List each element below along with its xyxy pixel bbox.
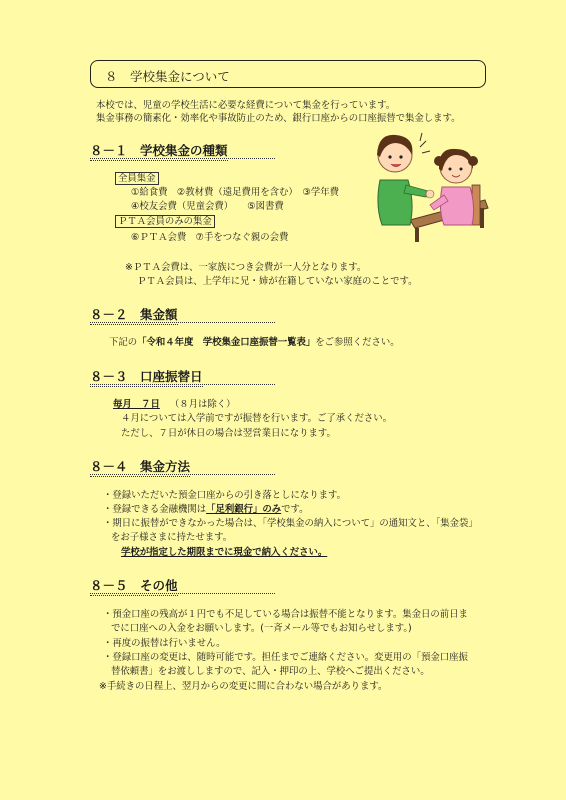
heading-8-2: ８－２ 集金額 <box>90 305 178 325</box>
pta-collection-line: ⑥ＰＴＡ会費 ⑦手をつなぐ親の会費 <box>131 232 289 243</box>
method-bullet-3-cont: をお子様さまに持たせます。 <box>111 532 233 543</box>
amount-table-reference: 「令和４年度 学校集金口座振替一覧表」 <box>137 337 316 348</box>
section-title-box <box>90 60 486 88</box>
pta-note-2: ＰＴＡ会員は、上学年に兄・姉が在籍していない家庭のことです。 <box>137 276 418 287</box>
amount-reference: 下記の「令和４年度 学校集金口座振替一覧表」をご参照ください。 <box>109 337 400 348</box>
children-talking-illustration <box>360 125 490 245</box>
heading-8-1: ８－１ 学校集金の種類 <box>90 141 228 161</box>
heading-8-4: ８－４ 集金方法 <box>90 457 190 477</box>
heading-8-5-rule <box>90 593 275 594</box>
heading-8-2-rule <box>90 322 275 323</box>
heading-8-5: ８－５ その他 <box>90 576 178 596</box>
all-collection-line-2: ④校友会費（児童会費） ⑤図書費 <box>131 201 284 212</box>
other-bullet-1-cont: でに口座への入金をお願いします。(一斉メール等でもお知らせします。) <box>111 623 412 634</box>
pta-note-1: ※ＰＴＡ会費は、一家族につき会費が一人分となります。 <box>125 262 367 273</box>
other-note: ※手続きの日程上、翌月からの変更に間に合わない場合があります。 <box>99 681 388 692</box>
intro-line-1: 本校では、児童の学校生活に必要な経費について集金を行っています。 <box>96 100 396 111</box>
other-bullet-1: ・預金口座の残高が１円でも不足している場合は振替不能となります。集金日の前日ま <box>103 609 468 620</box>
cash-payment-notice: 学校が指定した期限までに現金で納入ください。 <box>121 547 328 558</box>
transfer-note-1: ４月については入学前ですが振替を行います。ご了承ください。 <box>121 413 392 424</box>
method-bullet-2: ・登録できる金融機関は「足利銀行」のみです。 <box>103 504 309 515</box>
other-bullet-3: ・登録口座の変更は、随時可能です。担任までご連絡ください。変更用の「預金口座振 <box>103 652 468 663</box>
transfer-date: 毎月 ７日 （８月は除く） <box>113 399 236 410</box>
heading-8-1-rule <box>90 158 275 159</box>
all-collection-label: 全員集金 <box>115 172 159 185</box>
all-collection-line-1: ①給食費 ②教材費（遠足費用を含む） ③学年費 <box>131 187 340 198</box>
heading-8-3-rule <box>90 384 275 385</box>
bank-name: 「足利銀行」のみ <box>206 504 282 515</box>
method-bullet-1: ・登録いただいた預金口座からの引き落としになります。 <box>103 490 347 501</box>
heading-8-4-rule <box>90 474 275 475</box>
method-bullet-3: ・期日に振替ができなかった場合は、「学校集金の納入について」の通知文と、「集金袋」 <box>103 518 478 529</box>
transfer-note-2: ただし、７日が休日の場合は翌営業日になります。 <box>121 428 336 439</box>
pta-collection-label: ＰＴＡ会員のみの集金 <box>115 215 215 228</box>
section-title: ８ 学校集金について <box>105 69 230 84</box>
intro-line-2: 集金事務の簡素化・効率化や事故防止のため、銀行口座からの口座振替で集金します。 <box>96 113 461 124</box>
other-bullet-3-cont: 替依頼書」をお渡ししますので、記入・押印の上、学校へご提出ください。 <box>111 666 430 677</box>
other-bullet-2: ・再度の振替は行いません。 <box>103 638 226 649</box>
heading-8-3: ８－３ 口座振替日 <box>90 367 203 387</box>
